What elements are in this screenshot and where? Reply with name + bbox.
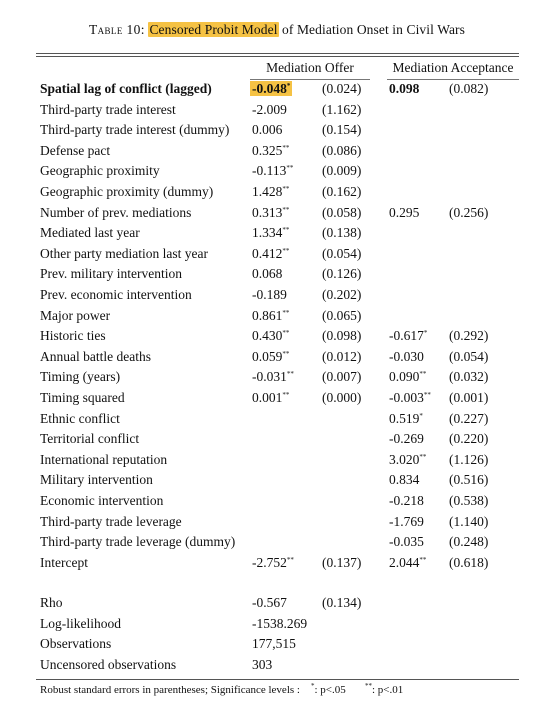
offer-coef-value: 0.068 xyxy=(252,266,283,282)
table-row xyxy=(0,514,554,534)
offer-coef xyxy=(252,287,287,303)
offer-se: (0.024) xyxy=(322,81,362,96)
table-row xyxy=(0,246,554,266)
offer-sig-mark: ** xyxy=(282,329,290,338)
offer-se: (0.012) xyxy=(322,348,362,364)
offer-se: (0.000) xyxy=(322,390,362,405)
offer-sig-mark: ** xyxy=(282,246,290,255)
table-row xyxy=(0,81,554,101)
accept-coef xyxy=(389,452,426,468)
offer-coef xyxy=(252,349,289,365)
accept-coef-value: -0.003 xyxy=(389,390,424,405)
caption-text: of Mediation Onset in Civil Wars xyxy=(282,22,466,37)
offer-sig-mark: ** xyxy=(282,391,290,399)
accept-coef-value: 2.044 xyxy=(389,554,420,570)
stats-row xyxy=(0,636,554,656)
accept-se: (1.140) xyxy=(449,513,489,529)
offer-coef-value: 0.430 xyxy=(252,328,283,344)
offer-coef-value: 0.006 xyxy=(252,122,283,138)
stat-value: -1538.269 xyxy=(252,615,308,631)
stat-label: Log-likelihood xyxy=(40,615,121,631)
table-number: Table 10: xyxy=(88,22,145,37)
row-label: Prev. economic intervention xyxy=(40,287,192,302)
accept-se: (0.248) xyxy=(449,534,489,550)
row-label: Territorial conflict xyxy=(40,431,140,447)
offer-coef-value: -2.752 xyxy=(252,554,287,570)
accept-coef-value: -0.617 xyxy=(389,328,424,344)
table-row xyxy=(0,163,554,183)
offer-sig-mark: ** xyxy=(286,164,294,173)
accept-coef-value: 0.295 xyxy=(389,204,420,220)
row-label: Intercept xyxy=(40,554,88,570)
table-row xyxy=(0,555,554,575)
table-row xyxy=(0,411,554,431)
offer-coef-value: -0.189 xyxy=(252,287,287,302)
offer-sig-mark: ** xyxy=(282,308,290,317)
offer-underline xyxy=(250,79,370,80)
accept-coef-value: 0.834 xyxy=(389,472,420,488)
row-label: International reputation xyxy=(40,451,168,467)
offer-sig-mark: ** xyxy=(282,205,290,214)
accept-se: (0.618) xyxy=(449,554,489,570)
table-row xyxy=(0,205,554,225)
stat-value: 303 xyxy=(252,656,273,672)
offer-coef-value: -0.113 xyxy=(252,163,287,179)
offer-coef xyxy=(252,225,289,241)
row-label: Military intervention xyxy=(40,472,153,488)
stat-value: 177,515 xyxy=(252,636,296,652)
table-row xyxy=(0,534,554,554)
row-label: Third-party trade interest (dummy) xyxy=(40,122,230,138)
offer-sig-mark: ** xyxy=(282,349,290,358)
offer-coef xyxy=(252,308,289,324)
accept-coef xyxy=(389,534,424,550)
accept-coef xyxy=(389,369,426,385)
offer-se: (0.154) xyxy=(322,122,362,138)
footnote xyxy=(40,684,403,696)
accept-coef-value: 0.090 xyxy=(389,369,420,385)
table-row xyxy=(0,143,554,163)
offer-coef-value: 0.325 xyxy=(252,142,283,158)
offer-se: (1.162) xyxy=(322,101,362,117)
table-row xyxy=(0,122,554,142)
offer-sig-mark: ** xyxy=(286,370,294,379)
row-label: Third-party trade leverage xyxy=(40,513,182,529)
footnote-text: Robust standard errors in parentheses; Significance levels : xyxy=(40,684,300,696)
offer-coef xyxy=(252,246,289,262)
accept-coef xyxy=(389,493,424,509)
stats-row xyxy=(0,657,554,677)
table-row xyxy=(0,431,554,451)
accept-sig-mark: ** xyxy=(419,452,427,461)
accept-coef xyxy=(389,349,424,365)
offer-coef xyxy=(252,328,289,344)
row-label: Historic ties xyxy=(40,328,106,344)
table-row xyxy=(0,493,554,513)
accept-coef-value: -0.269 xyxy=(389,431,424,447)
accept-sig-mark: * xyxy=(419,411,423,420)
row-label: Prev. military intervention xyxy=(40,266,182,282)
table-row xyxy=(0,287,554,307)
row-label: Spatial lag of conflict (lagged) xyxy=(40,81,212,96)
accept-coef-value: -1.769 xyxy=(389,513,424,529)
offer-sig-mark: ** xyxy=(282,185,290,193)
row-label: Geographic proximity xyxy=(40,163,160,179)
footnote-sig2-text: : p<.01 xyxy=(371,684,404,696)
offer-coef-value: -2.009 xyxy=(252,101,287,117)
offer-coef xyxy=(252,163,293,179)
table-caption xyxy=(0,22,554,38)
row-label: Other party mediation last year xyxy=(40,245,208,261)
offer-se: (0.162) xyxy=(322,184,362,199)
offer-se: (0.058) xyxy=(322,204,362,220)
table-row xyxy=(0,472,554,492)
offer-coef-value: 0.313 xyxy=(252,204,283,220)
offer-se: (0.137) xyxy=(322,554,362,570)
accept-sig-mark: ** xyxy=(419,555,427,564)
stat-label: Observations xyxy=(40,636,112,652)
accept-se: (0.082) xyxy=(449,81,489,96)
row-label: Number of prev. mediations xyxy=(40,204,192,220)
offer-coef xyxy=(252,555,294,571)
row-label: Third-party trade interest xyxy=(40,101,176,117)
offer-coef-value: -0.048 xyxy=(252,81,287,96)
stats-row xyxy=(0,616,554,636)
offer-se: (0.009) xyxy=(322,163,362,179)
offer-coef xyxy=(252,205,289,221)
offer-se: (0.126) xyxy=(322,266,362,282)
accept-se: (0.538) xyxy=(449,493,489,508)
row-label: Annual battle deaths xyxy=(40,348,151,364)
accept-coef-value: -0.218 xyxy=(389,493,424,508)
row-label: Geographic proximity (dummy) xyxy=(40,184,214,199)
offer-coef-value: 0.001 xyxy=(252,390,283,405)
footnote-sig1-mark: * xyxy=(310,682,315,690)
accept-coef-value: 3.020 xyxy=(389,451,420,467)
footnote-sig2-mark: ** xyxy=(364,682,372,690)
accept-se: (0.227) xyxy=(449,410,489,426)
accept-coef xyxy=(389,411,423,427)
offer-se: (0.086) xyxy=(322,142,362,158)
accept-coef xyxy=(389,81,419,97)
table-row xyxy=(0,308,554,328)
accept-coef xyxy=(389,431,424,447)
header-mediation-acceptance: Mediation Acceptance xyxy=(392,60,514,75)
accept-coef-value: -0.030 xyxy=(389,348,424,364)
accept-se: (0.292) xyxy=(449,328,489,344)
accept-se: (0.220) xyxy=(449,431,489,447)
stats-row xyxy=(0,595,554,615)
bottom-rule xyxy=(36,679,519,680)
accept-se: (0.054) xyxy=(449,348,489,364)
table-row xyxy=(0,369,554,389)
row-label: Timing squared xyxy=(40,390,125,405)
row-label: Third-party trade leverage (dummy) xyxy=(40,534,236,550)
offer-coef xyxy=(252,81,292,97)
caption-highlight: Censored Probit Model xyxy=(149,22,278,37)
accept-se: (1.126) xyxy=(449,451,489,467)
offer-sig-mark: ** xyxy=(286,555,294,564)
accept-coef xyxy=(389,514,424,530)
stat-label: Uncensored observations xyxy=(40,656,177,672)
offer-coef-value: 0.861 xyxy=(252,307,283,323)
row-label: Economic intervention xyxy=(40,493,164,508)
offer-se: (0.054) xyxy=(322,245,362,261)
offer-sig-mark: ** xyxy=(282,143,290,152)
stat-se: (0.134) xyxy=(322,595,362,610)
accept-se: (0.032) xyxy=(449,369,489,385)
offer-coef-value: 0.059 xyxy=(252,348,283,364)
accept-coef xyxy=(389,555,426,571)
table-row xyxy=(0,349,554,369)
row-label: Ethnic conflict xyxy=(40,410,120,426)
offer-coef-value: 1.428 xyxy=(252,184,283,199)
offer-coef xyxy=(252,122,282,138)
table-row xyxy=(0,225,554,245)
row-label: Major power xyxy=(40,307,111,323)
footnote-sig1-text: : p<.05 xyxy=(314,684,346,696)
accept-coef-value: -0.035 xyxy=(389,534,424,550)
row-label: Defense pact xyxy=(40,142,111,158)
offer-se: (0.098) xyxy=(322,328,362,344)
offer-coef-value: 1.334 xyxy=(252,225,283,241)
accept-coef xyxy=(389,390,431,406)
accept-se: (0.256) xyxy=(449,204,489,220)
table-row xyxy=(0,266,554,286)
offer-se: (0.138) xyxy=(322,225,362,241)
offer-coef-value: -0.031 xyxy=(252,369,287,385)
accept-sig-mark: * xyxy=(423,329,428,338)
offer-coef xyxy=(252,143,289,159)
table-row xyxy=(0,184,554,204)
acceptance-underline xyxy=(387,79,519,80)
accept-sig-mark: ** xyxy=(423,391,431,399)
accept-coef xyxy=(389,328,427,344)
stat-value: -0.567 xyxy=(252,595,287,610)
offer-coef-value: 0.412 xyxy=(252,245,283,261)
offer-coef xyxy=(252,369,294,385)
accept-coef-value: 0.519 xyxy=(389,410,420,426)
row-label: Timing (years) xyxy=(40,369,121,385)
accept-se: (0.001) xyxy=(449,390,489,405)
accept-coef xyxy=(389,472,419,488)
table-row xyxy=(0,328,554,348)
table-row xyxy=(0,390,554,410)
offer-coef xyxy=(252,266,282,282)
top-rule xyxy=(36,53,519,54)
stat-label: Rho xyxy=(40,595,63,610)
offer-coef xyxy=(252,102,287,118)
offer-coef xyxy=(252,390,289,406)
offer-se: (0.202) xyxy=(322,287,362,302)
offer-se: (0.065) xyxy=(322,307,362,323)
row-label: Mediated last year xyxy=(40,225,140,241)
top-rule-second xyxy=(36,56,519,57)
accept-se: (0.516) xyxy=(449,472,489,488)
accept-sig-mark: ** xyxy=(419,370,427,379)
accept-coef-value: 0.098 xyxy=(389,81,420,96)
accept-coef xyxy=(389,205,419,221)
table-row xyxy=(0,102,554,122)
offer-sig-mark: ** xyxy=(282,226,290,235)
offer-sig-mark: * xyxy=(286,82,291,90)
offer-se: (0.007) xyxy=(322,369,362,385)
offer-coef xyxy=(252,184,289,200)
header-mediation-offer: Mediation Offer xyxy=(266,60,354,75)
table-row xyxy=(0,452,554,472)
